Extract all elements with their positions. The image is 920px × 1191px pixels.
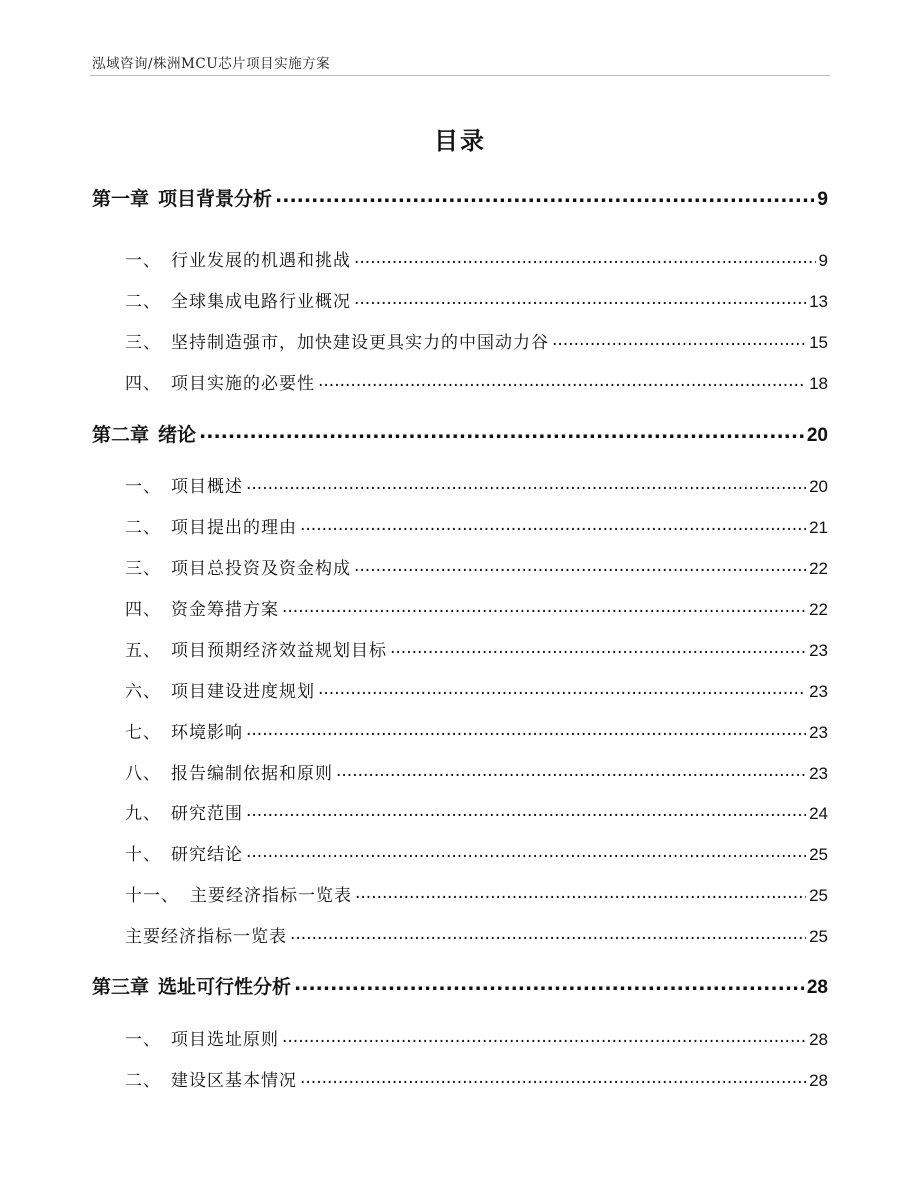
toc-entry-number: 二、 xyxy=(125,518,161,538)
toc-entry-number: 一、 xyxy=(125,251,161,271)
toc-entry-label: 资金筹措方案 xyxy=(171,600,279,620)
toc-entry-label: 项目概述 xyxy=(171,477,243,497)
toc-entry-page: 28 xyxy=(809,1030,828,1049)
toc-dot-leader xyxy=(318,680,806,697)
toc-dot-leader xyxy=(552,331,806,348)
toc-entry-section[interactable] xyxy=(125,1025,828,1050)
toc-entry-page: 24 xyxy=(809,804,828,823)
toc-entry-chapter[interactable] xyxy=(92,420,828,447)
toc-entry-number: 第一章 xyxy=(92,188,150,210)
toc-dot-leader xyxy=(336,762,806,779)
toc-entry-number: 四、 xyxy=(125,374,161,394)
toc-entry-section[interactable] xyxy=(125,881,828,906)
toc-entry-section[interactable] xyxy=(125,472,828,497)
toc-entry-number: 八、 xyxy=(125,764,161,784)
toc-entry-label: 项目建设进度规划 xyxy=(171,682,315,702)
toc-entry-label: 建设区基本情况 xyxy=(171,1071,297,1091)
toc-entry-section[interactable] xyxy=(125,513,828,538)
toc-entry-page: 23 xyxy=(809,723,828,742)
toc-entry-chapter[interactable] xyxy=(92,972,828,999)
toc-entry-section[interactable] xyxy=(125,554,828,579)
toc-entry-number: 二、 xyxy=(125,292,161,312)
toc-entry-page: 25 xyxy=(809,845,828,864)
toc-entry-label: 项目提出的理由 xyxy=(171,518,297,538)
toc-entry-page: 13 xyxy=(809,292,828,311)
toc-entry-page: 23 xyxy=(809,682,828,701)
toc-entry-label: 研究结论 xyxy=(171,845,243,865)
toc-entry-label: 绪论 xyxy=(158,424,197,446)
toc-entry-page: 18 xyxy=(809,374,828,393)
toc-entry-section[interactable] xyxy=(125,759,828,784)
toc-entry-page: 22 xyxy=(809,559,828,578)
toc-dot-leader xyxy=(354,557,806,574)
toc-entry-number: 三、 xyxy=(125,333,161,353)
toc-entry-section[interactable] xyxy=(125,369,828,394)
toc-entry-label: 主要经济指标一览表 xyxy=(125,927,287,947)
toc-entry-page: 23 xyxy=(809,764,828,783)
toc-title: 目录 xyxy=(434,127,486,155)
toc-entry-page: 23 xyxy=(809,641,828,660)
toc-entry-number: 二、 xyxy=(125,1071,161,1091)
running-header: 泓域咨询/株洲MCU芯片项目实施方案 xyxy=(92,56,331,72)
toc-entry-section[interactable] xyxy=(125,636,828,661)
toc-entry-label: 环境影响 xyxy=(171,723,243,743)
toc-entry-number: 十、 xyxy=(125,845,161,865)
toc-entry-section[interactable] xyxy=(125,677,828,702)
toc-dot-leader xyxy=(282,598,806,615)
toc-entry-page: 28 xyxy=(809,1071,828,1090)
toc-entry-page: 15 xyxy=(809,333,828,352)
toc-entry-section[interactable] xyxy=(125,328,828,353)
toc-entry-number: 三、 xyxy=(125,559,161,579)
toc-entry-section[interactable] xyxy=(125,1066,828,1091)
toc-dot-leader xyxy=(354,290,806,307)
toc-entry-label: 项目实施的必要性 xyxy=(171,374,315,394)
toc-entry-number: 九、 xyxy=(125,804,161,824)
toc-entry-number: 十一、 xyxy=(125,886,179,906)
toc-entry-number: 六、 xyxy=(125,682,161,702)
toc-dot-leader xyxy=(318,372,806,389)
toc-entry-section[interactable] xyxy=(125,718,828,743)
toc-entry-page: 20 xyxy=(809,477,828,496)
toc-entry-section[interactable] xyxy=(125,799,828,824)
toc-entry-label: 项目预期经济效益规划目标 xyxy=(171,641,387,661)
toc-entry-label: 项目背景分析 xyxy=(158,188,273,210)
toc-dot-leader xyxy=(246,721,806,738)
toc-dot-leader xyxy=(390,639,806,656)
toc-entry-label: 全球集成电路行业概况 xyxy=(171,292,351,312)
toc-entry-number: 一、 xyxy=(125,477,161,497)
toc-entry-label: 项目选址原则 xyxy=(171,1030,279,1050)
toc-entry-number: 第二章 xyxy=(92,424,150,446)
toc-dot-leader xyxy=(275,186,814,205)
toc-entry-section[interactable] xyxy=(125,246,828,271)
toc-entry-section[interactable] xyxy=(125,287,828,312)
toc-entry-section[interactable] xyxy=(125,595,828,620)
toc-entry-chapter[interactable] xyxy=(92,184,828,211)
toc-dot-leader xyxy=(300,1069,806,1086)
toc-dot-leader xyxy=(199,422,804,441)
toc-dot-leader xyxy=(246,475,806,492)
toc-entry-number: 四、 xyxy=(125,600,161,620)
toc-entry-page: 21 xyxy=(809,518,828,537)
toc-entry-table[interactable] xyxy=(125,922,828,947)
toc-dot-leader xyxy=(355,884,806,901)
toc-dot-leader xyxy=(294,974,804,993)
toc-entry-label: 坚持制造强市，加快建设更具实力的中国动力谷 xyxy=(171,333,549,353)
toc-dot-leader xyxy=(246,843,806,860)
toc-entry-section[interactable] xyxy=(125,840,828,865)
toc-entry-label: 研究范围 xyxy=(171,804,243,824)
toc-entry-page: 22 xyxy=(809,600,828,619)
toc-entry-label: 报告编制依据和原则 xyxy=(171,764,333,784)
toc-entry-page: 20 xyxy=(806,425,828,446)
toc-entry-page: 28 xyxy=(806,977,828,998)
toc-entry-label: 行业发展的机遇和挑战 xyxy=(171,251,351,271)
toc-entry-label: 主要经济指标一览表 xyxy=(190,886,352,906)
toc-entry-page: 9 xyxy=(818,251,828,270)
toc-dot-leader xyxy=(354,249,816,266)
toc-entry-label: 项目总投资及资金构成 xyxy=(171,559,351,579)
toc-entry-page: 25 xyxy=(809,927,828,946)
toc-entry-number: 一、 xyxy=(125,1030,161,1050)
toc-dot-leader xyxy=(300,516,806,533)
toc-entry-number: 第三章 xyxy=(92,976,150,998)
toc-entry-number: 五、 xyxy=(125,641,161,661)
toc-dot-leader xyxy=(246,802,806,819)
toc-entry-page: 25 xyxy=(809,886,828,905)
toc-dot-leader xyxy=(282,1028,806,1045)
toc-dot-leader xyxy=(290,925,806,942)
toc-entry-page: 9 xyxy=(817,189,828,210)
toc-entry-number: 七、 xyxy=(125,723,161,743)
toc-entry-label: 选址可行性分析 xyxy=(158,976,292,998)
